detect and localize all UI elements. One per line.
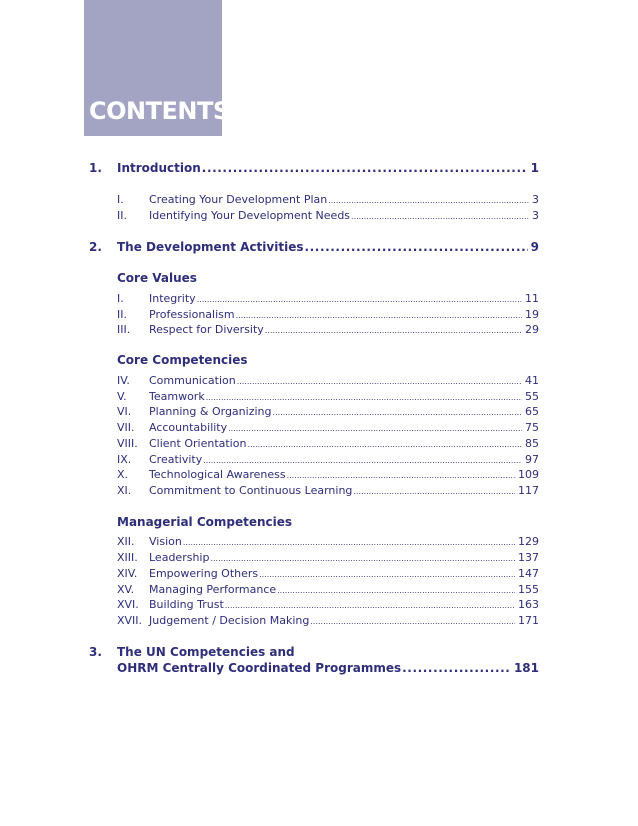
toc-number: 1.: [89, 161, 102, 175]
dot-leader: [310, 617, 515, 626]
dot-leader: [277, 586, 515, 595]
toc-entry-introduction[interactable]: [89, 161, 539, 175]
toc-label: Technological Awareness: [149, 468, 286, 481]
toc-entry-ohrm-programmes[interactable]: [117, 661, 539, 675]
toc-number: XVII.: [117, 614, 143, 627]
dot-leader: [237, 377, 522, 386]
dot-leader: [287, 471, 515, 480]
toc-number: XII.: [117, 535, 135, 548]
toc-page: 19: [525, 308, 539, 321]
dot-leader: [203, 456, 522, 465]
dot-leader: [210, 554, 515, 563]
toc-page: 181: [513, 661, 539, 675]
toc-number: 2.: [89, 240, 102, 254]
dot-leader: [259, 570, 515, 579]
toc-number: V.: [117, 390, 127, 403]
toc-entry[interactable]: [117, 405, 539, 418]
toc-page: 85: [525, 437, 539, 450]
toc-label: Leadership: [149, 551, 210, 564]
toc-number: XV.: [117, 583, 135, 596]
toc-entry[interactable]: [117, 374, 539, 387]
toc-page: 65: [525, 405, 539, 418]
toc-page: 3: [532, 209, 539, 222]
toc-number: II.: [117, 209, 127, 222]
toc-page: 155: [518, 583, 539, 596]
dot-leader: [272, 408, 522, 417]
toc-label: Teamwork: [149, 390, 205, 403]
toc-entry-development-activities[interactable]: [89, 240, 539, 254]
toc-label: Identifying Your Development Needs: [149, 209, 351, 222]
dot-leader: [183, 538, 515, 547]
toc-page: 3: [532, 193, 539, 206]
toc-entry-un-competencies[interactable]: [89, 645, 539, 659]
toc-label: Managing Performance: [149, 583, 277, 596]
toc-label: Commitment to Continuous Learning: [149, 484, 353, 497]
toc-number: IV.: [117, 374, 130, 387]
dot-leader: [202, 161, 528, 175]
toc-page: 1: [530, 161, 539, 175]
toc-entry[interactable]: [117, 567, 539, 580]
toc-entry[interactable]: [117, 193, 539, 206]
toc-label: Judgement / Decision Making: [149, 614, 310, 627]
dot-leader: [206, 393, 522, 402]
dot-leader: [353, 487, 515, 496]
toc-label: Vision: [149, 535, 182, 548]
toc-label: Building Trust: [149, 598, 224, 611]
toc-page: 171: [518, 614, 539, 627]
toc-number: VI.: [117, 405, 132, 418]
toc-entry[interactable]: [117, 308, 539, 321]
toc-label: Planning & Organizing: [149, 405, 272, 418]
toc-entry[interactable]: [117, 323, 539, 336]
toc-label: The Development Activities: [117, 240, 304, 254]
dot-leader: [351, 212, 529, 221]
toc-number: XIV.: [117, 567, 138, 580]
toc-entry[interactable]: [117, 551, 539, 564]
toc-number: IX.: [117, 453, 132, 466]
toc-entry[interactable]: [117, 437, 539, 450]
dot-leader: [225, 601, 515, 610]
toc-number: 3.: [89, 645, 102, 659]
toc-number: XIII.: [117, 551, 138, 564]
toc-page: 75: [525, 421, 539, 434]
toc-page: 55: [525, 390, 539, 403]
toc-page: 163: [518, 598, 539, 611]
dot-leader: [236, 311, 522, 320]
toc-label: Client Orientation: [149, 437, 247, 450]
toc-number: II.: [117, 308, 127, 321]
page-title: CONTENTS: [89, 97, 230, 125]
toc-page: 137: [518, 551, 539, 564]
toc-entry[interactable]: [117, 535, 539, 548]
toc-page: 117: [518, 484, 539, 497]
toc-entry[interactable]: [117, 421, 539, 434]
toc-label: Integrity: [149, 292, 196, 305]
dot-leader: [265, 326, 522, 335]
toc-entry[interactable]: [117, 453, 539, 466]
toc-number: I.: [117, 292, 124, 305]
toc-entry[interactable]: [117, 292, 539, 305]
dot-leader: [247, 440, 522, 449]
toc-entry[interactable]: [117, 583, 539, 596]
toc-number: VIII.: [117, 437, 138, 450]
toc-entry[interactable]: [117, 598, 539, 611]
dot-leader: [304, 240, 527, 254]
group-heading-managerial-competencies: Managerial Competencies: [117, 515, 293, 529]
toc-label: Introduction: [117, 161, 201, 175]
toc-label: Creating Your Development Plan: [149, 193, 328, 206]
toc-entry[interactable]: [117, 468, 539, 481]
toc-number: XVI.: [117, 598, 139, 611]
toc-page: 109: [518, 468, 539, 481]
toc-label: Respect for Diversity: [149, 323, 264, 336]
toc-number: I.: [117, 193, 124, 206]
dot-leader: [228, 424, 522, 433]
toc-number: X.: [117, 468, 129, 481]
toc-label: Accountability: [149, 421, 228, 434]
group-heading-core-competencies: Core Competencies: [117, 353, 248, 367]
dot-leader: [197, 295, 522, 304]
toc-number: XI.: [117, 484, 132, 497]
toc-entry[interactable]: [117, 209, 539, 222]
toc-page: 147: [518, 567, 539, 580]
toc-entry[interactable]: [117, 614, 539, 627]
toc-number: III.: [117, 323, 131, 336]
dot-leader: [328, 196, 529, 205]
toc-page: 97: [525, 453, 539, 466]
dot-leader: [402, 661, 511, 675]
toc-label: Empowering Others: [149, 567, 259, 580]
group-heading-core-values: Core Values: [117, 271, 197, 285]
toc-number: VII.: [117, 421, 135, 434]
toc-page: 9: [530, 240, 539, 254]
toc-page: 29: [525, 323, 539, 336]
toc-label: Communication: [149, 374, 236, 387]
toc-entry[interactable]: [117, 390, 539, 403]
toc-label: Professionalism: [149, 308, 235, 321]
toc-page: 11: [525, 292, 539, 305]
toc-page: 129: [518, 535, 539, 548]
toc-entry[interactable]: [117, 484, 539, 497]
toc-page: 41: [525, 374, 539, 387]
toc-label: OHRM Centrally Coordinated Programmes: [117, 661, 402, 675]
toc-label: Creativity: [149, 453, 203, 466]
toc-label: The UN Competencies and: [117, 645, 295, 659]
